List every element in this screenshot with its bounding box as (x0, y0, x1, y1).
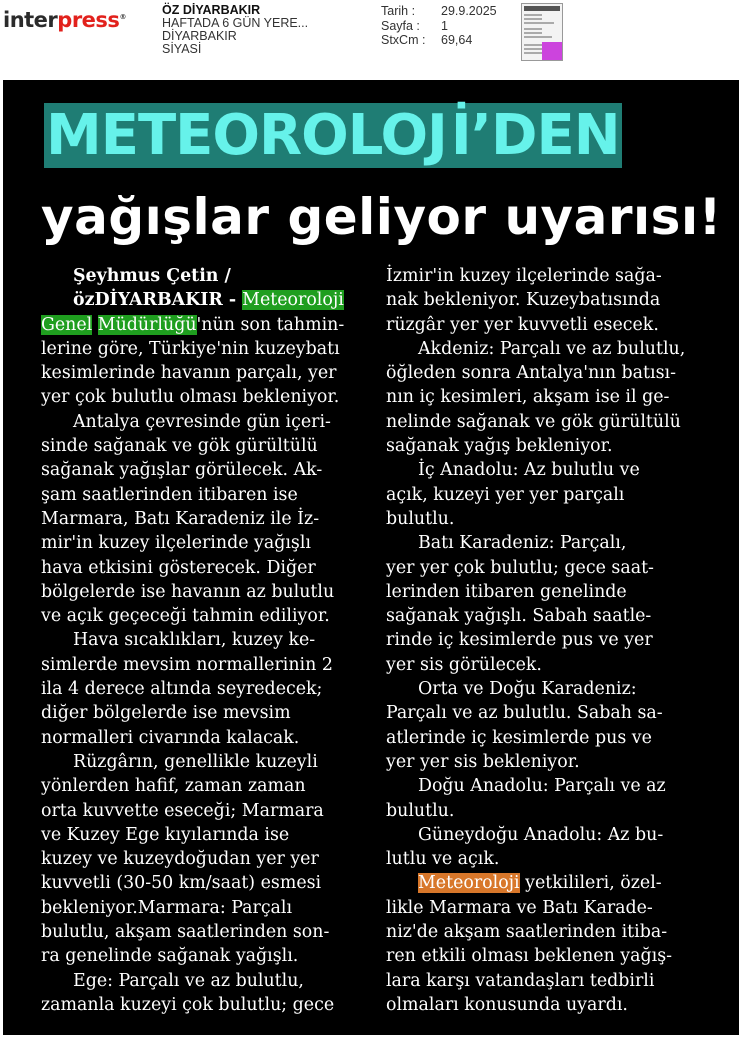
article-panel (3, 80, 739, 1035)
article-text-line: yer çok bulutlu olması bekleniyor. (41, 387, 340, 408)
article-text-line: Ege: Parçalı ve az bulutlu, (73, 970, 304, 991)
article-text-line: yer yer çok bulutlu; gece saat- (386, 557, 654, 578)
publication-category: SİYASİ (162, 42, 202, 56)
publication-city: DİYARBAKIR (162, 29, 237, 43)
article-text-line: mir'in kuzey ilçelerinde yağışlı (41, 533, 311, 554)
article-text-line: sinde sağanak ve gök gürültülü (41, 436, 318, 457)
article-text-line: kuvvetli (30-50 km/saat) esmesi (41, 873, 322, 894)
article-text-line: bulutlu. (386, 508, 455, 529)
thumbnail-line (524, 14, 542, 16)
article-text-line: nın iç kesimleri, akşam ise il ge- (386, 387, 670, 408)
article-text-line: niz'de akşam saatlerinden itiba- (386, 922, 668, 943)
meta-date-row (381, 4, 497, 19)
article-text-line: lutlu ve açık. (386, 849, 500, 870)
article-text-line: öğleden sonra Antalya'nın batısı- (386, 363, 676, 384)
publication-info (162, 4, 308, 56)
article-text-line: olmaları konusunda uyardı. (386, 994, 628, 1015)
article-column-right (386, 264, 704, 1017)
article-text-line: likle Marmara ve Batı Karade- (386, 897, 653, 918)
keyword-highlight: Meteoroloji (242, 290, 344, 311)
article-text-line: hava etkisini gösterecek. Diğer (41, 557, 316, 578)
article-text-line (41, 313, 353, 337)
article-text-line: kuzey ve kuzeydoğudan yer yer (41, 849, 319, 870)
publication-frequency: HAFTADA 6 GÜN YERE... (162, 16, 309, 30)
meta-date-value: 29.9.2025 (441, 4, 497, 18)
article-text-line: rinde iç kesimlerde pus ve yer (386, 630, 653, 651)
thumbnail-article-highlight (542, 42, 562, 60)
clipping-header (0, 0, 742, 80)
meta-page-row (381, 19, 497, 34)
meta-stxcm-label: StxCm : (381, 33, 426, 47)
headline-line-2: yağışlar geliyor uyarısı! (41, 188, 722, 246)
meta-date-label: Tarih : (381, 4, 416, 18)
text-segment: yetkilileri, özel- (519, 873, 662, 894)
article-text-line: ila 4 derece altında seyredecek; (41, 679, 323, 700)
meta-stxcm-value: 69,64 (441, 33, 473, 47)
article-text-line: bulutlu, akşam saatlerinden son- (41, 922, 330, 943)
article-text-line: normalleri civarında kalacak. (41, 727, 300, 748)
article-text-line: zamanla kuzeyi çok bulutlu; gece (41, 994, 335, 1015)
article-text-line: Parçalı ve az bulutlu. Sabah sa- (386, 703, 663, 724)
thumbnail-line (524, 44, 542, 46)
article-text-line: kesimlerinde havanın parçalı, yer (41, 363, 337, 384)
logo-accent-text: press (57, 8, 120, 32)
article-text-line: bulutlu. (386, 800, 455, 821)
byline-source: özDİYARBAKIR - (73, 290, 243, 311)
article-text-line: ra genelinde sağanak yağışlı. (41, 946, 299, 967)
meta-page-label: Sayfa : (381, 18, 420, 33)
article-text-line: sağanak yağışlı. Sabah saatle- (386, 606, 652, 627)
article-text-line: nelinde sağanak ve gök gürültülü (386, 411, 681, 432)
article-text-line: sağanak yağışlar görülecek. Ak- (41, 460, 323, 481)
article-text-line: Rüzgârın, genellikle kuzeyli (73, 751, 318, 772)
keyword-highlight: Meteoroloji (418, 873, 520, 894)
article-text-line: atlerinde iç kesimlerde pus ve (386, 727, 652, 748)
article-text-line: Şeyhmus Çetin / (73, 266, 231, 286)
article-text-line: yer sis görülecek. (386, 654, 542, 675)
meta-page-value: 1 (441, 18, 448, 33)
article-text-line: lerine göre, Türkiye'nin kuzeybatı (41, 338, 340, 359)
logo-main-text: inter (3, 8, 58, 32)
thumbnail-line (524, 36, 552, 38)
article-text-line: rüzgâr yer yer kuvvetli esecek. (386, 314, 659, 335)
article-text-line: bölgelerde ise havanın az bulutlu (41, 581, 335, 602)
article-text-line (386, 871, 704, 895)
text-segment: 'nün son tahmin- (196, 314, 345, 335)
logo-registered-mark: ® (119, 13, 126, 21)
article-text-line: Doğu Anadolu: Parçalı ve az (418, 776, 666, 797)
article-text-line: İzmir'in kuzey ilçelerinde sağa- (386, 266, 662, 286)
article-text-line: açık, kuzeyi yer yer parçalı (386, 484, 625, 505)
thumbnail-line (524, 18, 542, 20)
meta-stxcm-row (381, 33, 497, 48)
article-text-line: Antalya çevresinde gün içeri- (73, 411, 331, 432)
thumbnail-line (524, 52, 542, 54)
article-text-line: Güneydoğu Anadolu: Az bu- (418, 824, 664, 845)
article-text-line: lerinden itibaren genelinde (386, 581, 627, 602)
page-thumbnail[interactable] (521, 3, 563, 61)
clipping-meta (381, 4, 497, 48)
article-text-line: orta kuvvette eseceği; Marmara (41, 800, 324, 821)
headline-line-1 (44, 103, 622, 168)
publication-name: ÖZ DİYARBAKIR (162, 3, 261, 17)
thumbnail-masthead (524, 6, 560, 11)
article-text-line: lara karşı vatandaşları tedbirli (386, 970, 655, 991)
article-text-line: yer yer sis bekleniyor. (386, 751, 580, 772)
article-text-line: yönlerden hafif, zaman zaman (41, 776, 306, 797)
headline-line-1-part-2: İ’DEN (450, 103, 620, 168)
article-text-line: nak bekleniyor. Kuzeybatısında (386, 290, 661, 311)
article-text-line: Akdeniz: Parçalı ve az bulutlu, (418, 338, 686, 359)
article-text-line: İç Anadolu: Az bulutlu ve (418, 460, 640, 481)
interpress-logo (3, 8, 126, 32)
article-text-line: simlerde mevsim normallerinin 2 (41, 654, 333, 675)
article-text-line (41, 288, 353, 312)
article-text-line: diğer bölgelerde ise mevsim (41, 703, 291, 724)
text-segment (92, 315, 98, 335)
thumbnail-line (524, 32, 542, 34)
article-text-line: Batı Karadeniz: Parçalı, (418, 533, 627, 554)
thumbnail-line (524, 28, 542, 30)
article-text-line: Marmara, Batı Karadeniz ile İz- (41, 508, 320, 529)
keyword-highlight: Genel (41, 314, 93, 335)
article-text-line: sağanak yağış bekleniyor. (386, 436, 613, 457)
headline-line-1-part-1: METEOROLOJ (46, 103, 447, 168)
keyword-highlight: Müdürlüğü (97, 314, 197, 335)
article-text-line: Orta ve Doğu Karadeniz: (418, 679, 637, 700)
article-text-line: şam saatlerinden itibaren ise (41, 484, 298, 505)
article-column-left (41, 264, 353, 1017)
article-text-line: ve açık geçeceği tahmin ediliyor. (41, 606, 330, 627)
article-text-line: ren etkili olması beklenen yağış- (386, 946, 672, 967)
article-text-line: ve Kuzey Ege kıyılarında ise (41, 824, 290, 845)
thumbnail-line (524, 22, 554, 24)
thumbnail-line (524, 48, 542, 50)
article-text-line: bekleniyor.Marmara: Parçalı (41, 897, 293, 918)
article-text-line: Hava sıcaklıkları, kuzey ke- (73, 630, 316, 651)
